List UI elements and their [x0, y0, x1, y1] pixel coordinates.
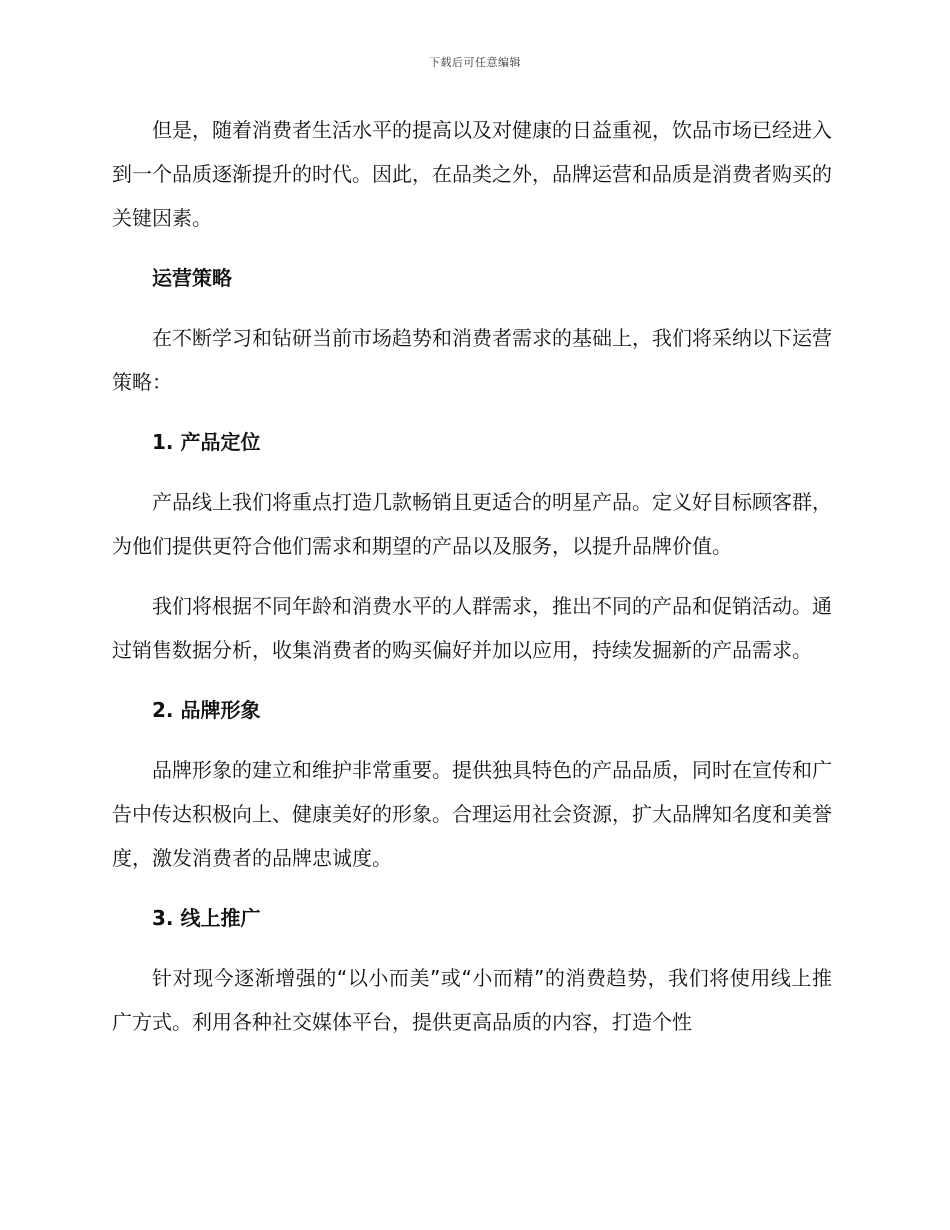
paragraph-intro: 但是，随着消费者生活水平的提高以及对健康的日益重视，饮品市场已经进入到一个品质逐渐提升的时代。因此，在品类之外，品牌运营和品质是消费者购买的关键因素。 — [112, 118, 832, 230]
document-body — [112, 108, 832, 1060]
paragraph-strategy-intro: 在不断学习和钻研当前市场趋势和消费者需求的基础上，我们将采纳以下运营策略： — [112, 326, 832, 394]
paragraph-brand-image: 品牌形象的建立和维护非常重要。提供独具特色的产品品质，同时在宣传和广告中传达积极向上、健康美好的形象。合理运用社会资源，扩大品牌知名度和美誉度，激发消费者的品牌忠诚度。 — [112, 758, 832, 870]
paragraph-product-demand: 我们将根据不同年龄和消费水平的人群需求，推出不同的产品和促销活动。通过销售数据分析，收集消费者的购买偏好并加以应用，持续发掘新的产品需求。 — [112, 594, 832, 662]
heading-product-positioning: 1. 产品定位 — [152, 430, 261, 454]
page-header: 下载后可任意编辑 — [429, 56, 521, 69]
paragraph-online-promotion: 针对现今逐渐增强的“以小而美”或“小而精”的消费趋势，我们将使用线上推广方式。利用各种社交媒体平台，提供更高品质的内容，打造个性 — [112, 966, 832, 1034]
heading-online-promotion: 3. 线上推广 — [152, 906, 261, 930]
heading-brand-image: 2. 品牌形象 — [152, 698, 261, 722]
heading-operation-strategy: 运营策略 — [152, 266, 232, 290]
paragraph-product-line: 产品线上我们将重点打造几款畅销且更适合的明星产品。定义好目标顾客群，为他们提供更符合他们需求和期望的产品以及服务，以提升品牌价值。 — [112, 490, 832, 558]
